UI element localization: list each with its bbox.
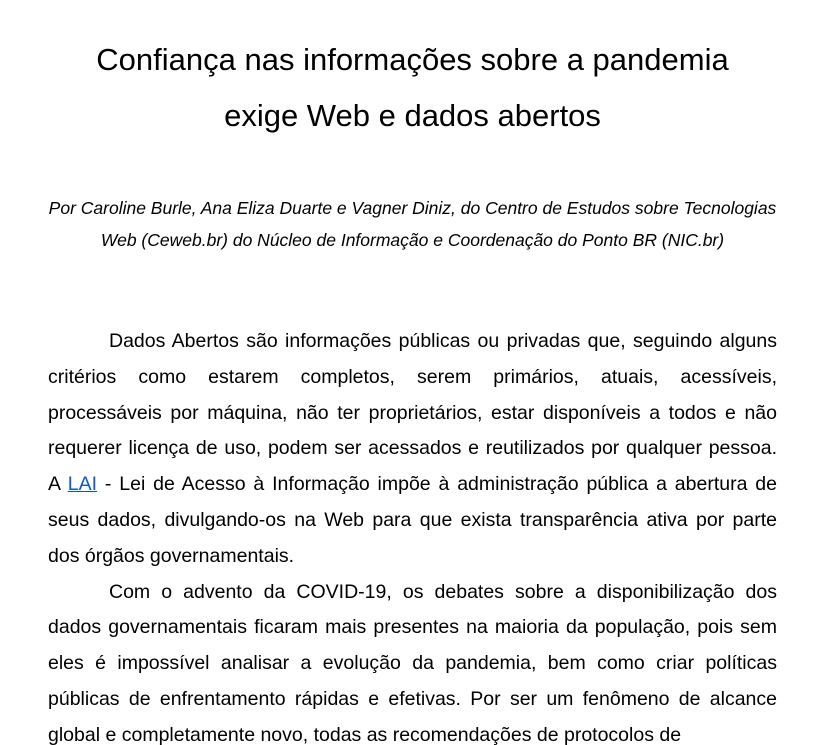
paragraph-1-text-after-link: - Lei de Acesso à Informação impõe à administração pública a abertura de seus dados, divulgando-os na Web para que exista transparência ativa por parte dos órgãos governamentais. [48, 473, 777, 567]
article-byline: Por Caroline Burle, Ana Eliza Duarte e Vagner Diniz, do Centro de Estudos sobre Tecnologias Web (Ceweb.br) do Núcleo de Informação e Coordenação do Ponto BR (NIC.br) [48, 198, 777, 250]
paragraph-1 [48, 324, 777, 575]
lai-link[interactable]: LAI [67, 473, 98, 496]
article-body [48, 324, 777, 745]
paragraph-2: Com o advento da COVID-19, os debates sobre a disponibilização dos dados governamentais ficaram mais presentes na maioria da população, pois sem eles é impossível analisar a evolução da pandemia, bem como criar políticas públicas de enfrentamento rápidas e efetivas. Por ser um fenômeno de alcance global e completamente novo, todas as recomendações de protocolos de [48, 580, 777, 745]
article-title-line-1: Confiança nas informações sobre a pandemia [96, 42, 729, 77]
article-title-line-2: exige Web e dados abertos [224, 98, 601, 133]
paragraph-1-text-before-link: Dados Abertos são informações públicas ou privadas que, seguindo alguns critérios como estarem completos, serem primários, atuais, acessíveis, processáveis por máquina, não ter proprietários, estar disponíveis a todos e não requerer licença de uso, podem ser acessados e reutilizados por qualquer pessoa. A [48, 330, 777, 496]
article-title [0, 32, 825, 144]
